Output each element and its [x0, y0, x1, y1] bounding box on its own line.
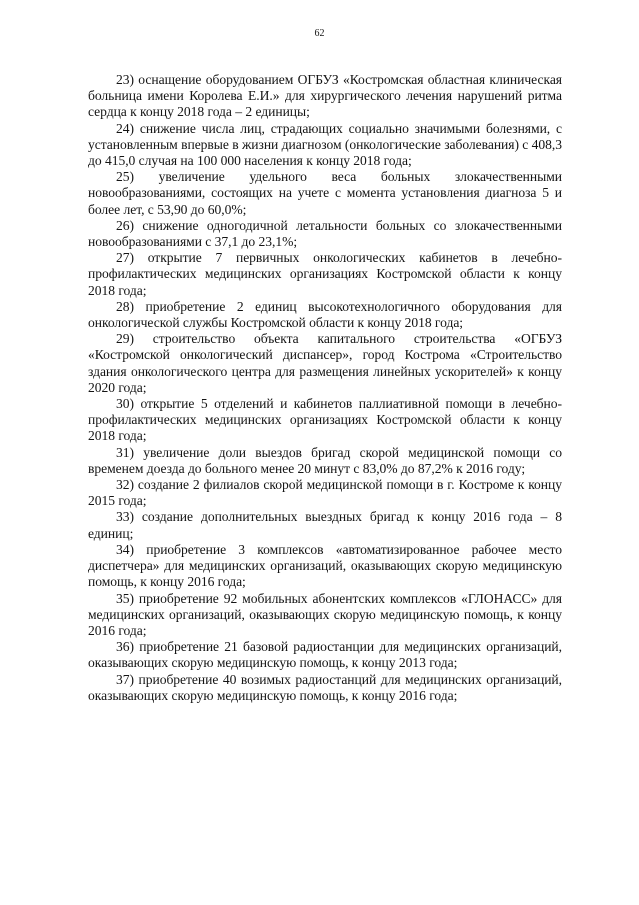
list-item-23: 23) оснащение оборудованием ОГБУЗ «Костромская областная клиническая больница имени Королева Е.И.» для хирургического лечения нарушений ритма сердца к концу 2018 года – 2 единицы;: [88, 72, 562, 120]
list-item-29: 29) строительство объекта капитального строительства «ОГБУЗ «Костромской онкологический диспансер», город Кострома «Строительство здания онкологического центра для размещения линейных ускорителей» к концу 2020 года;: [88, 331, 562, 395]
list-item-25: 25) увеличение удельного веса больных злокачественными новообразованиями, состоящих на учете с момента установления диагноза 5 и более лет, с 53,90 до 60,0%;: [88, 169, 562, 217]
list-item-36: 36) приобретение 21 базовой радиостанции для медицинских организаций, оказывающих скорую медицинскую помощь, к концу 2013 года;: [88, 639, 562, 671]
list-item-34: 34) приобретение 3 комплексов «автоматизированное рабочее место диспетчера» для медицинских организаций, оказывающих скорую медицинскую помощь, к концу 2016 года;: [88, 541, 562, 590]
list-item-37: 37) приобретение 40 возимых радиостанций для медицинских организаций, оказывающих скорую медицинскую помощь, к концу 2016 года;: [88, 671, 562, 703]
document-body: [88, 72, 562, 704]
list-item-26: 26) снижение одногодичной летальности больных со злокачественными новообразованиями с 37,1 до 23,1%;: [88, 217, 562, 250]
list-item-35: 35) приобретение 92 мобильных абонентских комплексов «ГЛОНАСС» для медицинских организаций, оказывающих скорую медицинскую помощь, к концу 2016 года;: [88, 590, 562, 638]
list-item-33: 33) создание дополнительных выездных бригад к концу 2016 года – 8 единиц;: [88, 509, 562, 541]
list-item-32: 32) создание 2 филиалов скорой медицинской помощи в г. Костроме к концу 2015 года;: [88, 477, 562, 509]
list-item-28: 28) приобретение 2 единиц высокотехнологичного оборудования для онкологической службы Костромской области к концу 2018 года;: [88, 298, 562, 331]
list-item-31: 31) увеличение доли выездов бригад скорой медицинской помощи со временем доезда до больного менее 20 минут с 83,0% до 87,2% к 2016 году;: [88, 444, 562, 476]
list-item-30: 30) открытие 5 отделений и кабинетов паллиативной помощи в лечебно-профилактических медицинских организациях Костромской области к концу 2018 года;: [88, 396, 562, 444]
page-number: 62: [314, 28, 325, 39]
list-item-24: 24) снижение числа лиц, страдающих социально значимыми болезнями, с установленным впервые в жизни диагнозом (онкологические заболевания) с 408,3 до 415,0 случая на 100 000 населения к концу 2018 года;: [88, 120, 562, 169]
list-item-27: 27) открытие 7 первичных онкологических кабинетов в лечебно-профилактических медицинских организациях Костромской области к концу 2018 года;: [88, 250, 562, 298]
